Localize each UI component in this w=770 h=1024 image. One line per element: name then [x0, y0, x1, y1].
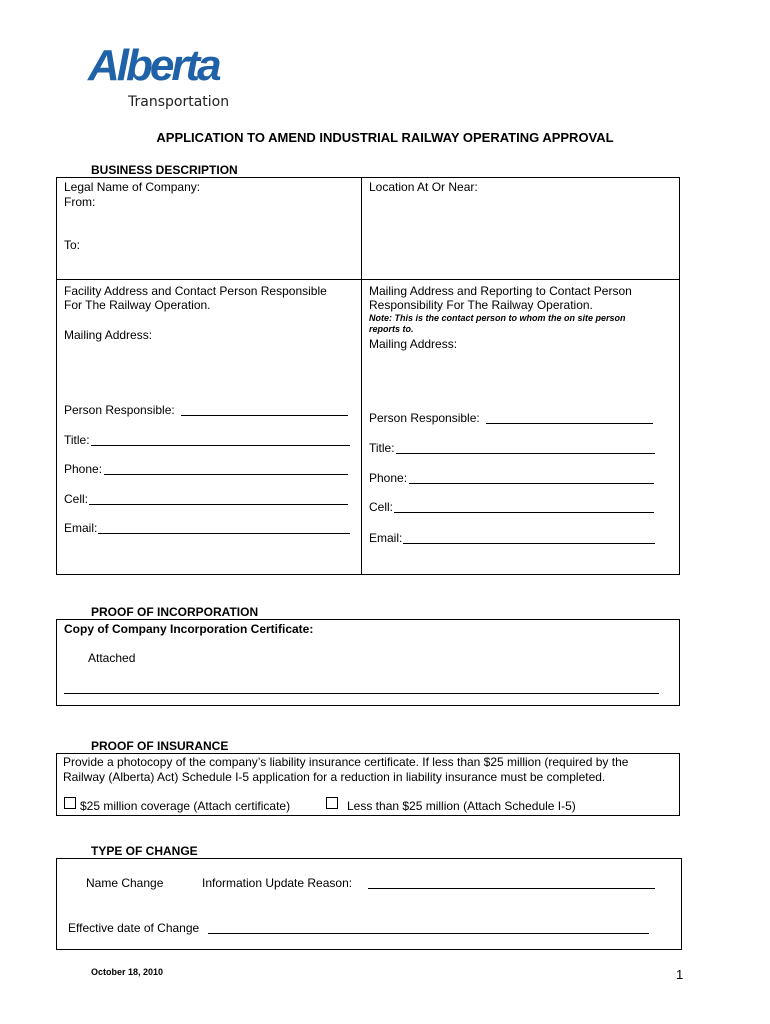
name-change-option[interactable]: Name Change — [86, 876, 164, 890]
coverage-25m-checkbox[interactable] — [64, 797, 76, 809]
title-right-field[interactable] — [396, 453, 655, 454]
person-responsible-right-field[interactable] — [486, 423, 653, 424]
person-responsible-field[interactable] — [181, 415, 348, 416]
note-line1: Note: This is the contact person to whom the on site person — [369, 313, 626, 323]
mailing-reporting-line1: Mailing Address and Reporting to Contact Person — [369, 284, 632, 298]
mailing-reporting-line2: Responsibility For The Railway Operation. — [369, 298, 593, 312]
logo-wordmark: Alberta — [88, 41, 219, 90]
cell-right-field[interactable] — [394, 512, 654, 513]
row-divider — [56, 279, 680, 280]
mailing-address-right-label: Mailing Address: — [369, 337, 458, 351]
cell-field[interactable] — [89, 504, 348, 505]
to-label: To: — [64, 238, 81, 252]
incorporation-certificate-label: Copy of Company Incorporation Certificate: — [64, 622, 314, 636]
coverage-less-label: Less than $25 million (Attach Schedule I-5) — [347, 799, 576, 813]
email-field[interactable] — [98, 533, 350, 534]
logo-subtitle: Transportation — [128, 94, 230, 110]
from-label: From: — [64, 195, 96, 209]
coverage-25m-label: $25 million coverage (Attach certificate) — [80, 799, 291, 813]
cell-label: Cell: — [64, 492, 89, 506]
title-label: Title: — [64, 433, 90, 447]
insurance-instructions-line2: Railway (Alberta) Act) Schedule I-5 application for a reduction in liability insurance must be completed. — [63, 770, 606, 784]
title-field[interactable] — [91, 445, 350, 446]
facility-label-line1: Facility Address and Contact Person Responsible — [64, 284, 327, 298]
email-label: Email: — [64, 521, 98, 535]
type-of-change-heading: TYPE OF CHANGE — [91, 844, 198, 858]
business-description-box — [56, 177, 680, 575]
page-title: APPLICATION TO AMEND INDUSTRIAL RAILWAY OPERATING APPROVAL — [156, 130, 614, 145]
phone-right-label: Phone: — [369, 471, 408, 485]
type-of-change-box — [56, 858, 682, 950]
facility-label-line2: For The Railway Operation. — [64, 298, 211, 312]
cell-right-label: Cell: — [369, 500, 394, 514]
title-right-label: Title: — [369, 441, 395, 455]
page-number: 1 — [676, 967, 684, 982]
effective-date-field[interactable] — [208, 933, 649, 934]
legal-name-label: Legal Name of Company: — [64, 180, 201, 194]
phone-right-field[interactable] — [409, 483, 654, 484]
proof-of-insurance-heading: PROOF OF INSURANCE — [91, 739, 229, 753]
reason-field[interactable] — [368, 888, 655, 889]
email-right-field[interactable] — [403, 543, 655, 544]
person-responsible-right-label: Person Responsible: — [369, 411, 480, 425]
incorporation-field[interactable] — [64, 693, 659, 694]
phone-label: Phone: — [64, 462, 103, 476]
proof-of-incorporation-heading: PROOF OF INCORPORATION — [91, 605, 259, 619]
alberta-transportation-logo — [88, 41, 238, 116]
note-line2: reports to. — [369, 324, 414, 334]
column-divider — [361, 177, 362, 575]
location-label: Location At Or Near: — [369, 180, 478, 194]
mailing-address-label: Mailing Address: — [64, 328, 153, 342]
email-right-label: Email: — [369, 531, 403, 545]
footer-date: October 18, 2010 — [91, 967, 164, 977]
business-description-heading: BUSINESS DESCRIPTION — [91, 163, 238, 177]
effective-date-label: Effective date of Change — [68, 921, 200, 935]
attached-label[interactable]: Attached — [88, 651, 136, 665]
phone-field[interactable] — [104, 474, 348, 475]
coverage-less-checkbox[interactable] — [326, 797, 338, 809]
person-responsible-label: Person Responsible: — [64, 403, 175, 417]
information-update-reason-label: Information Update Reason: — [202, 876, 353, 890]
insurance-instructions-line1: Provide a photocopy of the company’s liability insurance certificate. If less than $25 million (required by the — [63, 755, 629, 769]
